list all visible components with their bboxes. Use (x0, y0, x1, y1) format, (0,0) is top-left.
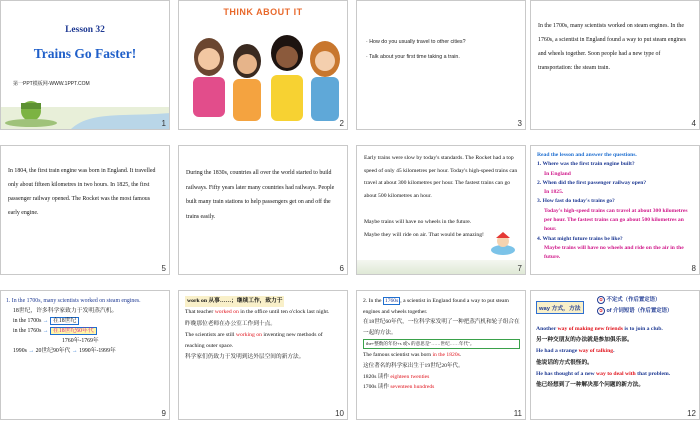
option-text: of 介词短语（作后置定语） (606, 308, 673, 314)
phrase-row (6, 316, 165, 326)
example-sentence (185, 330, 341, 353)
text-run: That teacher (185, 309, 215, 316)
pronunciation (363, 382, 520, 393)
example-sentence (363, 350, 520, 361)
slide-paragraph (185, 296, 341, 364)
slide-number: 9 (161, 409, 166, 418)
text-run: in the office until ten o'clock last night. (238, 309, 330, 316)
phrase-zh: 在18世纪 (50, 317, 79, 325)
cartoon-clown-image (489, 232, 517, 256)
slide-number: 5 (161, 264, 166, 273)
slide-thumbnail[interactable] (0, 290, 170, 420)
slide-number: 7 (517, 264, 522, 273)
slide-paragraph: In the 1700s, many scientists worked on steam engines. In the 1760s, a scientist in England found a way to put steam engines and wheels together. Soon people had a new type of transportation: the steam train. (538, 23, 686, 71)
slide-thumbnail[interactable] (356, 145, 526, 275)
keyword: working on (235, 331, 262, 338)
arrow-right-icon: → (42, 328, 49, 334)
slide-paragraph (363, 296, 520, 393)
example-sentence (536, 369, 695, 380)
slide-thumbnail[interactable] (178, 0, 348, 130)
keyword: worked on (214, 309, 239, 316)
slide-thumbnail[interactable] (0, 0, 170, 130)
text-run: The famous scientist was born (363, 352, 433, 359)
slide-thumbnail[interactable] (530, 145, 700, 275)
slide-thumbnail[interactable] (178, 145, 348, 275)
translation: 他说话的方式很怪的。 (536, 359, 593, 366)
arrow-right-icon: → (28, 348, 35, 354)
pronunciation (363, 372, 520, 383)
decorative-footer-strip (357, 260, 525, 274)
text-run: He had a strange (536, 348, 579, 355)
question-4: 4. What might future trains be like? (537, 235, 623, 242)
footer-text: 第一PPT模板网-WWW.1PPT.COM (13, 81, 90, 87)
text-run: He has thought of a new (536, 370, 597, 377)
phrase-row (6, 346, 165, 356)
circle-badge-icon: ① (597, 296, 605, 304)
children-photo (179, 19, 348, 129)
slide-number: 6 (339, 264, 344, 273)
sentence-zh: 18世纪，许多科学家致力于发明蒸汽机。 (13, 308, 118, 314)
vocab-topic: way 方式，方法 (536, 301, 584, 314)
slide-number: 1 (161, 119, 166, 128)
question-3: 3. How fast do today's trains go? (537, 198, 615, 205)
slide-number: 8 (691, 264, 696, 273)
decorative-landscape-image (1, 89, 170, 129)
answer-1: In England (544, 170, 571, 177)
option-1 (597, 295, 660, 304)
example-sentence (536, 346, 695, 357)
keyword: way of talking (578, 348, 614, 355)
slide-thumbnail[interactable] (356, 0, 526, 130)
slide-number: 11 (513, 409, 522, 418)
slide-number: 3 (517, 119, 522, 128)
translation: 另一种交朋友的办法就是参加俱乐部。 (536, 337, 633, 344)
slide-paragraph: Early trains were slow by today's standards. The Rocket had a top speed of only 45 kilometres per hour. Today's high-speed trains can travel at about 300 kilometres per hour. The fastest trains can go about 500 kilometres an hour. (364, 155, 518, 199)
keyword: way of making new friends (557, 326, 623, 332)
phrase-en: in the 1760s (13, 328, 42, 334)
keyword: in the 1820s (432, 352, 460, 359)
slide-paragraph: Maybe trains will have no wheels in the future. Maybe they will ride on air. That would be amazing! (364, 219, 484, 238)
slide-lesson-number: Lesson 32 (65, 25, 105, 35)
slide-number: 4 (691, 119, 696, 128)
phrase-zh-highlight: 在18世纪60年代 (50, 327, 97, 335)
year-range: 1990年-1999年 (79, 348, 116, 354)
grammar-note: the+整数的年份+s 或's 的意思是"……世纪……年代"。 (363, 339, 520, 349)
keyword: seventeen hundreds (390, 384, 435, 391)
circle-badge-icon: ② (597, 307, 605, 315)
answer-4: Maybe trains will have no wheels and ride on the air in the future. (544, 244, 684, 261)
slide-paragraph: During the 1830s, countries all over the world started to build railways. Fifty years later many countries had railways. People built many train stations to help passengers get on and off the trains easily. (186, 170, 335, 220)
slide-paragraph (536, 324, 695, 391)
slide-paragraph (6, 296, 165, 356)
keyword: way to deal with (596, 370, 636, 377)
bullet-question-2: · Talk about your first time taking a train. (366, 54, 460, 60)
phrase-row (6, 326, 165, 336)
translation: 在18世纪60年代，一位科学家发明了一种把蒸汽机和轮子组合在一起的方法。 (363, 319, 520, 336)
text-run: 1700s 读作 (363, 384, 391, 391)
decade-zh: 20世纪90年代 (35, 348, 71, 354)
text-run: . (459, 352, 462, 359)
slide-title: Trains Go Faster! (33, 46, 137, 61)
instruction-header: Read the lesson and answer the questions. (537, 152, 637, 158)
phrase-en: in the 1700s (13, 318, 42, 324)
text-run: Another (536, 326, 558, 332)
text-run: . (613, 348, 615, 355)
slide-number: 2 (339, 119, 344, 128)
question-1: 1. Where was the first train engine built? (537, 161, 635, 168)
think-about-it-banner: THINK ABOUT IT (223, 7, 303, 17)
bullet-question-1: · How do you usually travel to other cities? (366, 39, 466, 45)
text-run: , a scientist in England found a way to put steam engines and wheels together. (363, 298, 509, 315)
sentence-en: 1. In the 1700s, many scientists worked on steam engines. (6, 298, 141, 304)
example-sentence (536, 324, 695, 335)
slide-thumbnail[interactable] (530, 290, 700, 420)
option-text: 不定式（作后置定语） (606, 297, 661, 303)
decade: 1990s (13, 348, 27, 354)
vocab-heading: work on 从事……；继续工作，致力于 (185, 296, 284, 307)
answer-3: Today's high-speed trains can travel at about 300 kilometres per hour. The fastest trains can go about 500 kilometres an hour. (544, 207, 688, 233)
example-sentence (185, 307, 341, 318)
slide-thumbnail[interactable] (178, 290, 348, 420)
option-2 (597, 306, 672, 315)
year-range: 1760年-1769年 (62, 338, 99, 344)
translation: 他已经想到了一种解决那个问题的新方法。 (536, 382, 645, 389)
slide-number: 10 (335, 409, 344, 418)
text-run: The scientists are still (185, 331, 236, 338)
slide-paragraph (537, 151, 695, 263)
slide-number: 12 (687, 409, 696, 418)
text-run: 1820s 读作 (363, 373, 391, 380)
translation: 昨晚那位老师在办公室工作到十点。 (185, 320, 276, 327)
example-sentence (363, 296, 520, 317)
text-run: inventing new methods of reaching outer space. (185, 331, 323, 350)
slide-thumbnail[interactable] (530, 0, 700, 130)
answer-2: In 1825. (544, 189, 564, 196)
translation: 这位著名的科学家出生于19世纪20年代。 (363, 362, 464, 369)
slide-paragraph: In 1804, the first train engine was born in England. It travelled only about fifteen kilometres in two hours. In 1825, the first passenger railway opened. The Rocket was the most famous early engine. (8, 168, 156, 216)
keyword: 1760s (384, 298, 399, 304)
keyword: eighteen twenties (390, 373, 430, 380)
arrow-right-icon: → (42, 318, 49, 324)
translation: 科学家们仍致力于发明到达外层空间的新方法。 (185, 354, 305, 361)
text-run: that problem. (635, 370, 671, 377)
arrow-right-icon: → (71, 348, 78, 354)
text-run: is to join a club. (622, 326, 663, 332)
slide-thumbnail[interactable] (0, 145, 170, 275)
slide-thumbnail[interactable] (356, 290, 526, 420)
question-2: 2. When did the first passenger railway open? (537, 179, 647, 186)
text-run: 2. In the (363, 298, 383, 304)
